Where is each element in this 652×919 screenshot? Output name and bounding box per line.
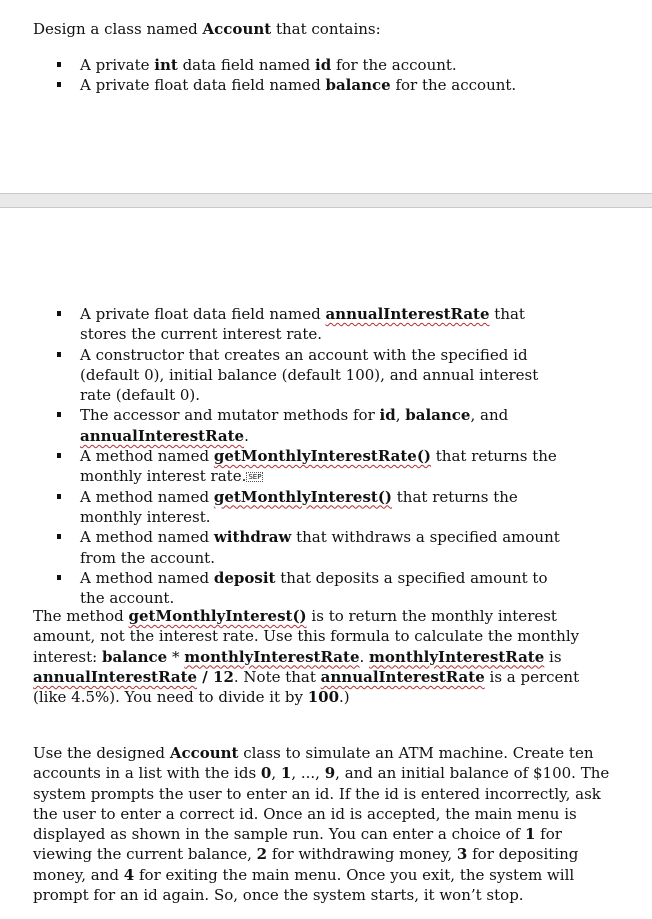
text-run: that deposits a specified amount to the account.: [80, 568, 548, 608]
text-run: 4: [123, 865, 135, 884]
bullet: [57, 453, 61, 458]
text-run: Account: [169, 744, 239, 762]
text-run: 100: [307, 688, 340, 707]
text-run: getMonthlyInterestRate(): [213, 447, 432, 466]
text-run: for depositing money, and: [33, 845, 579, 884]
bullet: [57, 534, 61, 539]
text-run: 1: [524, 825, 536, 844]
text-run: ,: [271, 764, 281, 783]
text-run: , ...,: [291, 764, 325, 783]
text-run: ,: [395, 406, 406, 425]
text-run: 9: [324, 764, 336, 783]
list-item-annual-rate: [0, 304, 600, 345]
document-page-2: [0, 208, 652, 919]
text-run: for withdrawing money,: [267, 845, 457, 864]
bullet: [57, 494, 61, 499]
list-item-accessors: [0, 405, 600, 446]
text-run: The method: [33, 607, 129, 625]
text-run: that returns the monthly interest.: [80, 487, 518, 526]
text-run: 1: [280, 764, 292, 783]
list-item-id-field: [0, 55, 600, 75]
bullet: [57, 575, 61, 580]
field-list: [0, 55, 600, 96]
text-run: .: [244, 426, 249, 445]
class-name: Account: [202, 20, 272, 38]
document-page-1: [0, 0, 652, 193]
text-run: , and an initial balance of $100. The system prompts the user to enter an id. If the id is entered incorrectly, ask the user to enter a correct id. Once an id is accepted, the main menu is displayed as shown in the sample run. You can enter a choice of: [33, 764, 610, 844]
bullet: [57, 62, 61, 67]
bullet: [57, 82, 61, 87]
text-run: for viewing the current balance,: [33, 825, 562, 864]
text-run: 3: [456, 845, 468, 864]
bullet: [57, 352, 61, 357]
text-run: , and: [470, 406, 509, 425]
text-run: balance: [325, 76, 391, 95]
text-run: annualInterestRate: [80, 426, 245, 445]
text-run: .: [359, 647, 370, 666]
page-break-gap: [0, 193, 652, 208]
text-run: int: [154, 56, 178, 74]
text-run: A method named: [80, 568, 214, 587]
text-run: 0: [260, 764, 272, 783]
text-run: Design a class named: [33, 20, 203, 38]
list-item-get-rate: [0, 446, 600, 487]
atm-paragraph: [33, 743, 613, 905]
text-run: . Note that: [233, 667, 321, 686]
text-run: A method named: [80, 447, 214, 466]
text-run: for the account.: [390, 76, 517, 95]
text-run: balance: [405, 406, 471, 425]
method-paragraph: [33, 606, 613, 707]
member-list: [0, 304, 600, 608]
text-run: A method named: [80, 528, 214, 547]
text-run: class to simulate an ATM machine. Create ten accounts in a list with the ids: [33, 744, 594, 783]
text-run: that contains:: [271, 20, 381, 38]
list-item-deposit: [0, 568, 600, 609]
text-run: id: [315, 56, 332, 74]
text-run: .): [339, 688, 350, 707]
intro-line: [33, 19, 623, 39]
text-run: A private float data field named: [80, 76, 326, 95]
text-run: balance: [101, 647, 168, 666]
text-run: A method named: [80, 487, 214, 506]
text-run: is a percent (like 4.5%). You need to divide it by: [33, 667, 580, 707]
text-run: that withdraws a specified amount from the account.: [80, 528, 560, 567]
text-run: monthlyInterestRate: [369, 647, 545, 666]
list-item-withdraw: [0, 527, 600, 568]
text-run: Use the designed: [33, 744, 170, 762]
text-run: annualInterestRate: [33, 667, 198, 686]
text-run: withdraw: [213, 528, 292, 547]
text-run: A private float data field named: [80, 305, 326, 323]
text-run: annualInterestRate: [325, 305, 490, 323]
text-run: monthlyInterestRate: [184, 647, 360, 666]
text-run: is: [544, 647, 562, 666]
text-run: getMonthlyInterest(): [128, 607, 307, 625]
text-run: is to return the monthly interest amount, not the interest rate. Use this formula to calculate the monthly interest:: [33, 607, 580, 666]
text-run: / 12: [197, 667, 234, 686]
text-run: annualInterestRate: [320, 667, 485, 686]
list-item-get-interest: [0, 487, 600, 528]
text-run: *: [167, 647, 185, 666]
text-run: id: [379, 406, 396, 425]
bullet: [57, 311, 61, 316]
text-run: for exiting the main menu. Once you exit, the system will prompt for an id again. So, once the system starts, it won’t stop.: [33, 865, 575, 905]
text-run: deposit: [213, 568, 276, 587]
sep-marker: SEP: [248, 473, 262, 482]
text-run: that returns the monthly interest rate.: [80, 447, 557, 486]
text-run: The accessor and mutator methods for: [80, 406, 380, 425]
text-run: for the account.: [331, 56, 457, 74]
list-item-constructor: [0, 345, 600, 406]
bullet: [57, 412, 61, 417]
text-run: data field named: [177, 56, 315, 74]
text-run: that stores the current interest rate.: [80, 305, 525, 344]
text-run: 2: [256, 845, 268, 864]
text-run: A constructor that creates an account with the specified id (default 0), initial balance (default 100), and annual interest rate (default 0).: [80, 345, 539, 405]
text-run: getMonthlyInterest(): [213, 487, 393, 506]
text-run: A private: [80, 56, 155, 74]
list-item-balance-field: [0, 75, 600, 95]
